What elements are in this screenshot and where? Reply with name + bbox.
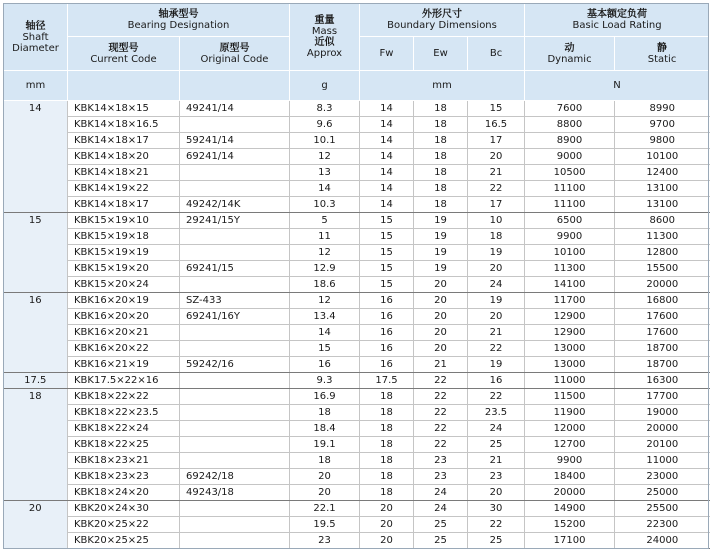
table-row bbox=[4, 245, 710, 261]
table-row bbox=[4, 133, 710, 149]
current-code-cell: KBK16×20×19 bbox=[68, 293, 180, 309]
mass-cell: 8.3 bbox=[290, 101, 360, 117]
bearing-rows bbox=[4, 101, 710, 549]
bearing-designation-header: 轴承型号 Bearing Designation bbox=[68, 4, 290, 37]
mass-cell: 11 bbox=[290, 229, 360, 245]
table-row bbox=[4, 437, 710, 453]
ew-cell: 22 bbox=[414, 437, 468, 453]
table-row bbox=[4, 309, 710, 325]
original-code-cell: 59242/16 bbox=[180, 357, 290, 373]
static-header: 静 Static bbox=[615, 37, 710, 71]
fw-cell: 20 bbox=[360, 533, 414, 549]
table-row bbox=[4, 325, 710, 341]
mass-cell: 22.1 bbox=[290, 501, 360, 517]
fw-cell: 15 bbox=[360, 277, 414, 293]
ew-cell: 24 bbox=[414, 501, 468, 517]
ew-cell: 22 bbox=[414, 405, 468, 421]
original-code-cell bbox=[180, 325, 290, 341]
mass-cell: 20 bbox=[290, 485, 360, 501]
ew-cell: 24 bbox=[414, 485, 468, 501]
original-code-cell bbox=[180, 437, 290, 453]
table-row bbox=[4, 261, 710, 277]
mass-cell: 10.3 bbox=[290, 197, 360, 213]
bc-cell: 16.5 bbox=[468, 117, 525, 133]
table-row bbox=[4, 389, 710, 405]
boundary-dimensions-header: 外形尺寸 Boundary Dimensions bbox=[360, 4, 525, 37]
current-code-cell: KBK18×23×21 bbox=[68, 453, 180, 469]
bc-cell: 24 bbox=[468, 421, 525, 437]
ew-cell: 22 bbox=[414, 373, 468, 389]
current-code-cell: KBK15×19×19 bbox=[68, 245, 180, 261]
static-load-cell: 18700 bbox=[615, 341, 710, 357]
current-code-cell: KBK18×22×24 bbox=[68, 421, 180, 437]
current-code-cell: KBK16×20×20 bbox=[68, 309, 180, 325]
static-load-cell: 9700 bbox=[615, 117, 710, 133]
dynamic-load-cell: 11100 bbox=[525, 197, 615, 213]
mass-cell: 16 bbox=[290, 357, 360, 373]
fw-cell: 20 bbox=[360, 501, 414, 517]
bc-cell: 22 bbox=[468, 181, 525, 197]
bc-cell: 22 bbox=[468, 389, 525, 405]
dynamic-load-cell: 11500 bbox=[525, 389, 615, 405]
dynamic-load-cell: 15200 bbox=[525, 517, 615, 533]
ew-cell: 23 bbox=[414, 469, 468, 485]
table-row bbox=[4, 485, 710, 501]
dynamic-load-cell: 14900 bbox=[525, 501, 615, 517]
bc-cell: 20 bbox=[468, 309, 525, 325]
bc-cell: 21 bbox=[468, 453, 525, 469]
original-code-cell: 69241/16Y bbox=[180, 309, 290, 325]
fw-cell: 14 bbox=[360, 101, 414, 117]
original-code-cell bbox=[180, 277, 290, 293]
ew-cell: 18 bbox=[414, 133, 468, 149]
bc-cell: 24 bbox=[468, 277, 525, 293]
current-code-cell: KBK14×18×21 bbox=[68, 165, 180, 181]
mass-cell: 18 bbox=[290, 405, 360, 421]
table-row bbox=[4, 453, 710, 469]
static-load-cell: 12400 bbox=[615, 165, 710, 181]
current-code-cell: KBK20×25×22 bbox=[68, 517, 180, 533]
table-row bbox=[4, 469, 710, 485]
static-load-cell: 17600 bbox=[615, 325, 710, 341]
table-row bbox=[4, 149, 710, 165]
mass-cell: 12 bbox=[290, 149, 360, 165]
original-code-header: 原型号 Original Code bbox=[180, 37, 290, 71]
bc-cell: 21 bbox=[468, 325, 525, 341]
static-load-cell: 17700 bbox=[615, 389, 710, 405]
dynamic-load-cell: 18400 bbox=[525, 469, 615, 485]
fw-cell: 16 bbox=[360, 293, 414, 309]
original-code-cell bbox=[180, 405, 290, 421]
table-row bbox=[4, 357, 710, 373]
shaft-unit: mm bbox=[4, 71, 68, 101]
mass-cell: 5 bbox=[290, 213, 360, 229]
fw-cell: 14 bbox=[360, 181, 414, 197]
current-code-cell: KBK18×24×20 bbox=[68, 485, 180, 501]
dynamic-load-cell: 8900 bbox=[525, 133, 615, 149]
mass-cell: 14 bbox=[290, 181, 360, 197]
table-row bbox=[4, 421, 710, 437]
current-code-cell: KBK17.5×22×16 bbox=[68, 373, 180, 389]
current-code-cell: KBK18×23×23 bbox=[68, 469, 180, 485]
dynamic-load-cell: 14100 bbox=[525, 277, 615, 293]
fw-cell: 16 bbox=[360, 357, 414, 373]
dynamic-load-cell: 9900 bbox=[525, 229, 615, 245]
dynamic-load-cell: 7600 bbox=[525, 101, 615, 117]
table-row bbox=[4, 181, 710, 197]
original-code-cell bbox=[180, 389, 290, 405]
static-load-cell: 11000 bbox=[615, 453, 710, 469]
bc-cell: 18 bbox=[468, 229, 525, 245]
original-code-cell: 69241/15 bbox=[180, 261, 290, 277]
bc-cell: 20 bbox=[468, 485, 525, 501]
fw-cell: 15 bbox=[360, 245, 414, 261]
ew-cell: 18 bbox=[414, 117, 468, 133]
ew-cell: 20 bbox=[414, 309, 468, 325]
fw-cell: 18 bbox=[360, 453, 414, 469]
static-load-cell: 10100 bbox=[615, 149, 710, 165]
ew-cell: 22 bbox=[414, 421, 468, 437]
original-code-cell: SZ-433 bbox=[180, 293, 290, 309]
mass-cell: 15 bbox=[290, 341, 360, 357]
dynamic-load-cell: 9000 bbox=[525, 149, 615, 165]
fw-cell: 15 bbox=[360, 229, 414, 245]
table-row bbox=[4, 117, 710, 133]
dynamic-header: 动 Dynamic bbox=[525, 37, 615, 71]
shaft-diameter-cell: 17.5 bbox=[4, 373, 68, 389]
fw-cell: 16 bbox=[360, 341, 414, 357]
original-code-cell bbox=[180, 421, 290, 437]
table-row bbox=[4, 341, 710, 357]
table-row bbox=[4, 197, 710, 213]
mass-cell: 9.3 bbox=[290, 373, 360, 389]
shaft-diameter-header: 轴径 Shaft Diameter bbox=[4, 4, 68, 71]
current-code-cell: KBK15×20×24 bbox=[68, 277, 180, 293]
ew-cell: 22 bbox=[414, 389, 468, 405]
mass-cell: 13 bbox=[290, 165, 360, 181]
static-load-cell: 22300 bbox=[615, 517, 710, 533]
mass-cell: 19.1 bbox=[290, 437, 360, 453]
fw-cell: 14 bbox=[360, 149, 414, 165]
table-row bbox=[4, 501, 710, 517]
current-code-cell: KBK18×22×25 bbox=[68, 437, 180, 453]
fw-cell: 14 bbox=[360, 197, 414, 213]
mass-cell: 23 bbox=[290, 533, 360, 549]
dynamic-load-cell: 11300 bbox=[525, 261, 615, 277]
mass-header: 重量 Mass 近似 Approx bbox=[290, 4, 360, 71]
static-load-cell: 16300 bbox=[615, 373, 710, 389]
table-row bbox=[4, 277, 710, 293]
ew-cell: 20 bbox=[414, 325, 468, 341]
dynamic-load-cell: 20000 bbox=[525, 485, 615, 501]
mass-cell: 9.6 bbox=[290, 117, 360, 133]
dynamic-load-cell: 11900 bbox=[525, 405, 615, 421]
fw-cell: 16 bbox=[360, 309, 414, 325]
original-code-cell: 29241/15Y bbox=[180, 213, 290, 229]
ew-cell: 21 bbox=[414, 357, 468, 373]
fw-cell: 18 bbox=[360, 437, 414, 453]
current-code-cell: KBK16×20×21 bbox=[68, 325, 180, 341]
current-code-cell: KBK20×25×25 bbox=[68, 533, 180, 549]
static-load-cell: 16800 bbox=[615, 293, 710, 309]
dynamic-load-cell: 17100 bbox=[525, 533, 615, 549]
bc-cell: 15 bbox=[468, 101, 525, 117]
bc-cell: 17 bbox=[468, 197, 525, 213]
current-code-cell: KBK14×18×16.5 bbox=[68, 117, 180, 133]
bc-cell: 10 bbox=[468, 213, 525, 229]
bc-cell: 21 bbox=[468, 165, 525, 181]
dynamic-load-cell: 6500 bbox=[525, 213, 615, 229]
ew-cell: 18 bbox=[414, 165, 468, 181]
original-code-cell: 69242/18 bbox=[180, 469, 290, 485]
table-row bbox=[4, 293, 710, 309]
original-code-cell: 59241/14 bbox=[180, 133, 290, 149]
current-code-unit-blank bbox=[68, 71, 180, 101]
fw-cell: 20 bbox=[360, 517, 414, 533]
bearing-spec-table bbox=[3, 3, 710, 549]
ew-cell: 25 bbox=[414, 517, 468, 533]
shaft-diameter-cell: 15 bbox=[4, 213, 68, 293]
static-load-cell: 24000 bbox=[615, 533, 710, 549]
fw-cell: 18 bbox=[360, 421, 414, 437]
original-code-cell bbox=[180, 373, 290, 389]
static-load-cell: 20100 bbox=[615, 437, 710, 453]
original-code-cell: 69241/14 bbox=[180, 149, 290, 165]
current-code-cell: KBK20×24×30 bbox=[68, 501, 180, 517]
fw-cell: 14 bbox=[360, 165, 414, 181]
bc-header: Bc bbox=[468, 37, 525, 71]
table-row bbox=[4, 533, 710, 549]
dynamic-load-cell: 11100 bbox=[525, 181, 615, 197]
bc-cell: 22 bbox=[468, 341, 525, 357]
fw-cell: 18 bbox=[360, 389, 414, 405]
mass-cell: 12 bbox=[290, 293, 360, 309]
bc-cell: 19 bbox=[468, 245, 525, 261]
current-code-cell: KBK18×22×22 bbox=[68, 389, 180, 405]
shaft-diameter-cell: 20 bbox=[4, 501, 68, 549]
fw-header: Fw bbox=[360, 37, 414, 71]
dynamic-load-cell: 13000 bbox=[525, 341, 615, 357]
current-code-cell: KBK14×18×15 bbox=[68, 101, 180, 117]
ew-cell: 18 bbox=[414, 197, 468, 213]
ew-header: Ew bbox=[414, 37, 468, 71]
original-code-cell bbox=[180, 245, 290, 261]
original-code-cell bbox=[180, 117, 290, 133]
mass-cell: 14 bbox=[290, 325, 360, 341]
original-code-cell bbox=[180, 165, 290, 181]
static-load-cell: 20000 bbox=[615, 421, 710, 437]
current-code-cell: KBK15×19×10 bbox=[68, 213, 180, 229]
ew-cell: 19 bbox=[414, 245, 468, 261]
original-code-cell bbox=[180, 533, 290, 549]
static-load-cell: 20000 bbox=[615, 277, 710, 293]
current-code-cell: KBK14×18×20 bbox=[68, 149, 180, 165]
shaft-diameter-cell: 16 bbox=[4, 293, 68, 373]
static-load-cell: 15500 bbox=[615, 261, 710, 277]
bc-cell: 22 bbox=[468, 517, 525, 533]
current-code-header: 现型号 Current Code bbox=[68, 37, 180, 71]
ew-cell: 18 bbox=[414, 181, 468, 197]
static-load-cell: 17600 bbox=[615, 309, 710, 325]
ew-cell: 20 bbox=[414, 277, 468, 293]
mass-cell: 12.9 bbox=[290, 261, 360, 277]
static-load-cell: 23000 bbox=[615, 469, 710, 485]
bc-cell: 25 bbox=[468, 533, 525, 549]
current-code-cell: KBK14×19×22 bbox=[68, 181, 180, 197]
mass-cell: 18.4 bbox=[290, 421, 360, 437]
dynamic-load-cell: 9900 bbox=[525, 453, 615, 469]
boundary-unit: mm bbox=[360, 71, 525, 101]
table-row bbox=[4, 101, 710, 117]
dynamic-load-cell: 12700 bbox=[525, 437, 615, 453]
mass-cell: 18 bbox=[290, 453, 360, 469]
original-code-unit-blank bbox=[180, 71, 290, 101]
table-row bbox=[4, 165, 710, 181]
current-code-cell: KBK15×19×18 bbox=[68, 229, 180, 245]
mass-cell: 16.9 bbox=[290, 389, 360, 405]
bc-cell: 19 bbox=[468, 357, 525, 373]
dynamic-load-cell: 10500 bbox=[525, 165, 615, 181]
original-code-cell: 49242/14K bbox=[180, 197, 290, 213]
static-load-cell: 13100 bbox=[615, 181, 710, 197]
dynamic-load-cell: 12900 bbox=[525, 325, 615, 341]
static-load-cell: 13100 bbox=[615, 197, 710, 213]
bc-cell: 17 bbox=[468, 133, 525, 149]
current-code-cell: KBK16×21×19 bbox=[68, 357, 180, 373]
original-code-cell bbox=[180, 229, 290, 245]
bc-cell: 23 bbox=[468, 469, 525, 485]
fw-cell: 15 bbox=[360, 261, 414, 277]
table-row bbox=[4, 229, 710, 245]
mass-cell: 12 bbox=[290, 245, 360, 261]
mass-cell: 13.4 bbox=[290, 309, 360, 325]
mass-cell: 19.5 bbox=[290, 517, 360, 533]
ew-cell: 19 bbox=[414, 213, 468, 229]
dynamic-load-cell: 12000 bbox=[525, 421, 615, 437]
current-code-cell: KBK14×18×17 bbox=[68, 133, 180, 149]
bc-cell: 23.5 bbox=[468, 405, 525, 421]
original-code-cell bbox=[180, 517, 290, 533]
static-load-cell: 25000 bbox=[615, 485, 710, 501]
mass-cell: 20 bbox=[290, 469, 360, 485]
fw-cell: 16 bbox=[360, 325, 414, 341]
shaft-diameter-cell: 18 bbox=[4, 389, 68, 501]
mass-cell: 10.1 bbox=[290, 133, 360, 149]
dynamic-load-cell: 13000 bbox=[525, 357, 615, 373]
original-code-cell bbox=[180, 181, 290, 197]
bc-cell: 19 bbox=[468, 293, 525, 309]
static-load-cell: 12800 bbox=[615, 245, 710, 261]
bc-cell: 30 bbox=[468, 501, 525, 517]
ew-cell: 18 bbox=[414, 101, 468, 117]
mass-unit: g bbox=[290, 71, 360, 101]
bc-cell: 25 bbox=[468, 437, 525, 453]
original-code-cell bbox=[180, 501, 290, 517]
bc-cell: 16 bbox=[468, 373, 525, 389]
dynamic-load-cell: 11000 bbox=[525, 373, 615, 389]
ew-cell: 20 bbox=[414, 341, 468, 357]
original-code-cell: 49241/14 bbox=[180, 101, 290, 117]
ew-cell: 25 bbox=[414, 533, 468, 549]
fw-cell: 17.5 bbox=[360, 373, 414, 389]
table-row bbox=[4, 517, 710, 533]
load-unit: N bbox=[525, 71, 710, 101]
fw-cell: 14 bbox=[360, 133, 414, 149]
fw-cell: 14 bbox=[360, 117, 414, 133]
basic-load-rating-header: 基本额定负荷 Basic Load Rating bbox=[525, 4, 710, 37]
static-load-cell: 11300 bbox=[615, 229, 710, 245]
fw-cell: 18 bbox=[360, 485, 414, 501]
table-row bbox=[4, 373, 710, 389]
current-code-cell: KBK18×22×23.5 bbox=[68, 405, 180, 421]
static-load-cell: 19000 bbox=[615, 405, 710, 421]
bc-cell: 20 bbox=[468, 261, 525, 277]
dynamic-load-cell: 11700 bbox=[525, 293, 615, 309]
fw-cell: 18 bbox=[360, 405, 414, 421]
static-load-cell: 8990 bbox=[615, 101, 710, 117]
bc-cell: 20 bbox=[468, 149, 525, 165]
ew-cell: 18 bbox=[414, 149, 468, 165]
original-code-cell: 49243/18 bbox=[180, 485, 290, 501]
ew-cell: 23 bbox=[414, 453, 468, 469]
original-code-cell bbox=[180, 453, 290, 469]
dynamic-load-cell: 8800 bbox=[525, 117, 615, 133]
shaft-diameter-cell: 14 bbox=[4, 101, 68, 213]
ew-cell: 19 bbox=[414, 229, 468, 245]
current-code-cell: KBK15×19×20 bbox=[68, 261, 180, 277]
table-row bbox=[4, 213, 710, 229]
current-code-cell: KBK16×20×22 bbox=[68, 341, 180, 357]
dynamic-load-cell: 12900 bbox=[525, 309, 615, 325]
static-load-cell: 9800 bbox=[615, 133, 710, 149]
current-code-cell: KBK14×18×17 bbox=[68, 197, 180, 213]
static-load-cell: 25500 bbox=[615, 501, 710, 517]
dynamic-load-cell: 10100 bbox=[525, 245, 615, 261]
ew-cell: 19 bbox=[414, 261, 468, 277]
table-row bbox=[4, 405, 710, 421]
static-load-cell: 8600 bbox=[615, 213, 710, 229]
fw-cell: 18 bbox=[360, 469, 414, 485]
original-code-cell bbox=[180, 341, 290, 357]
ew-cell: 20 bbox=[414, 293, 468, 309]
static-load-cell: 18700 bbox=[615, 357, 710, 373]
mass-cell: 18.6 bbox=[290, 277, 360, 293]
fw-cell: 15 bbox=[360, 213, 414, 229]
